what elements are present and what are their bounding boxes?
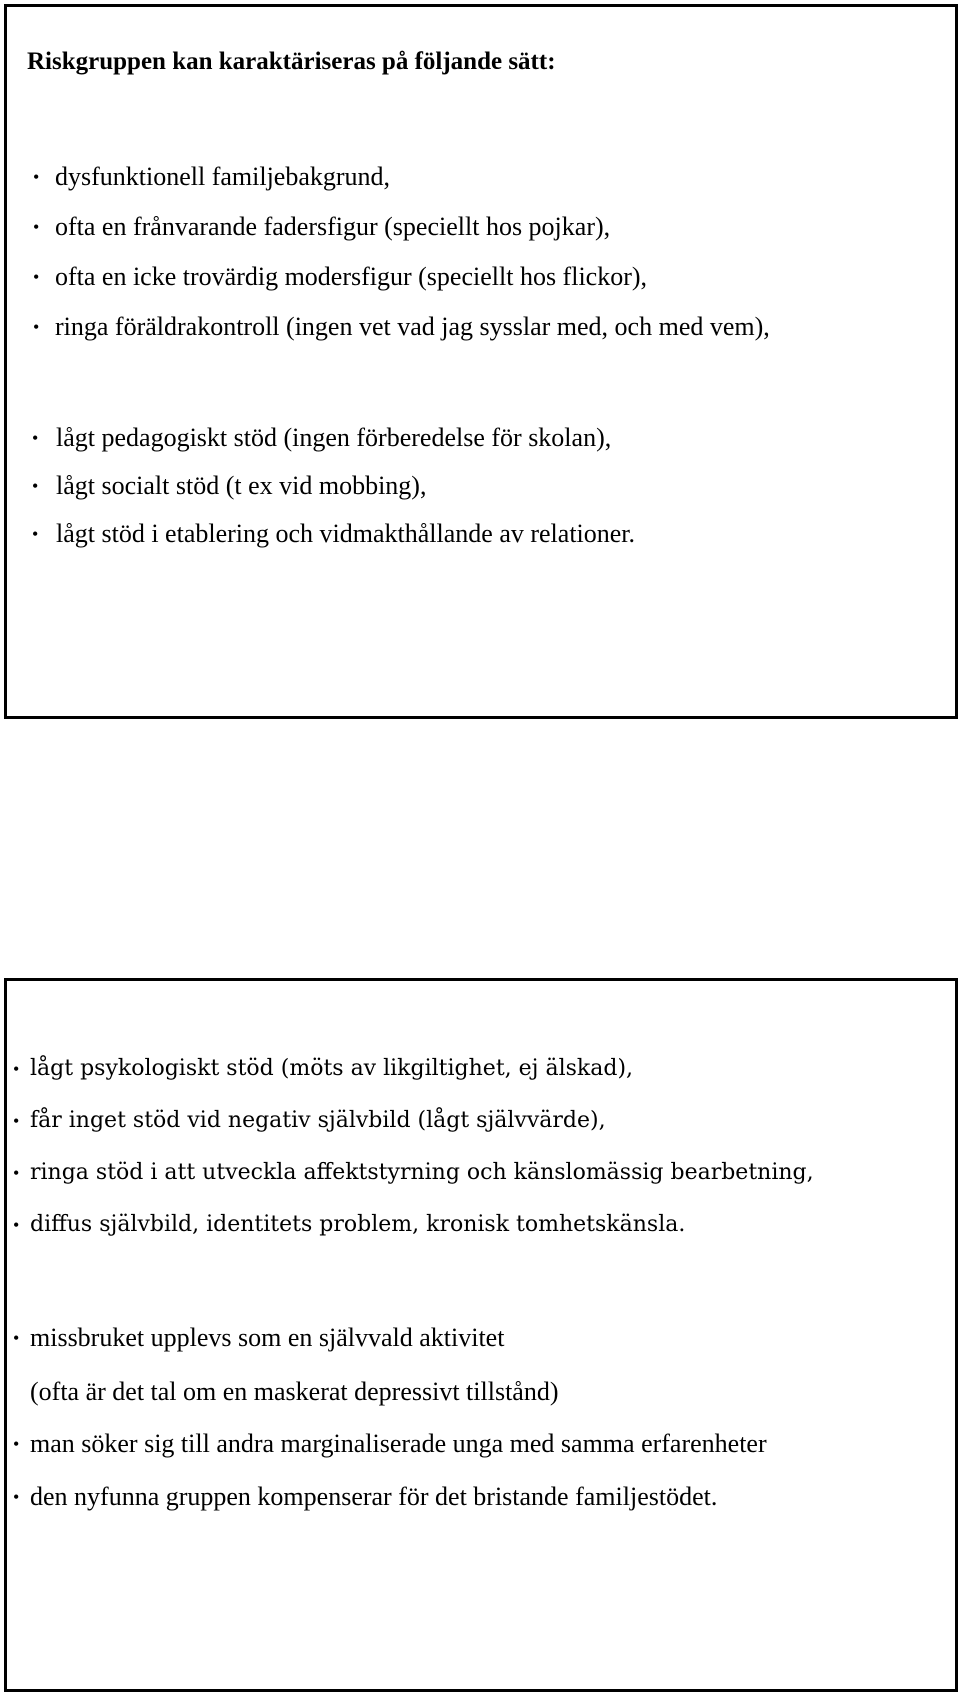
bullet-icon: • (32, 476, 39, 496)
bullet-icon: • (33, 217, 40, 237)
bullet-icon: • (33, 167, 40, 187)
slide-2: • lågt psykologiskt stöd (möts av likgiltighet, ej älskad), • får inget stöd vid negativ självbild (lågt självvärde), • ringa stöd i att utveckla affektstyrning och känslomässig bearbetning, • diffus självbild, identitets problem, kronisk tomhetskänsla. • missbruket upplevs som en självvald aktivitet (ofta är det tal om en maskerat depressivt tillstånd) • man söker sig till andra marginaliserade unga med samma erfarenheter • den nyfunna gruppen kompenserar för det bristande familjestödet. (4, 978, 958, 1692)
bullet-icon: • (13, 1215, 20, 1235)
slide-1: Riskgruppen kan karaktäriseras på följande sätt: • dysfunktionell familjebakgrund, • ofta en frånvarande fadersfigur (speciellt hos pojkar), • ofta en icke trovärdig modersfigur (speciellt hos flickor), • ringa föräldrakontroll (ingen vet vad jag sysslar med, och med vem), • lågt pedagogiskt stöd (ingen förberedelse för skolan), • lågt socialt stöd (t ex vid mobbing), • lågt stöd i etablering och vidmakthållande av relationer. (4, 4, 958, 719)
bullet-icon: • (13, 1111, 20, 1131)
bullet-icon: • (13, 1059, 20, 1079)
bullet-icon: • (33, 267, 40, 287)
bullet-icon: • (13, 1163, 20, 1183)
bullet-icon: • (32, 524, 39, 544)
bullet-icon: • (13, 1434, 20, 1454)
bullet-icon: • (33, 317, 40, 337)
bullet-icon: • (32, 428, 39, 448)
slide-title: Riskgruppen kan karaktäriseras på följande sätt: (27, 48, 556, 75)
bullet-icon: • (13, 1328, 20, 1348)
bullet-icon: • (13, 1487, 20, 1507)
